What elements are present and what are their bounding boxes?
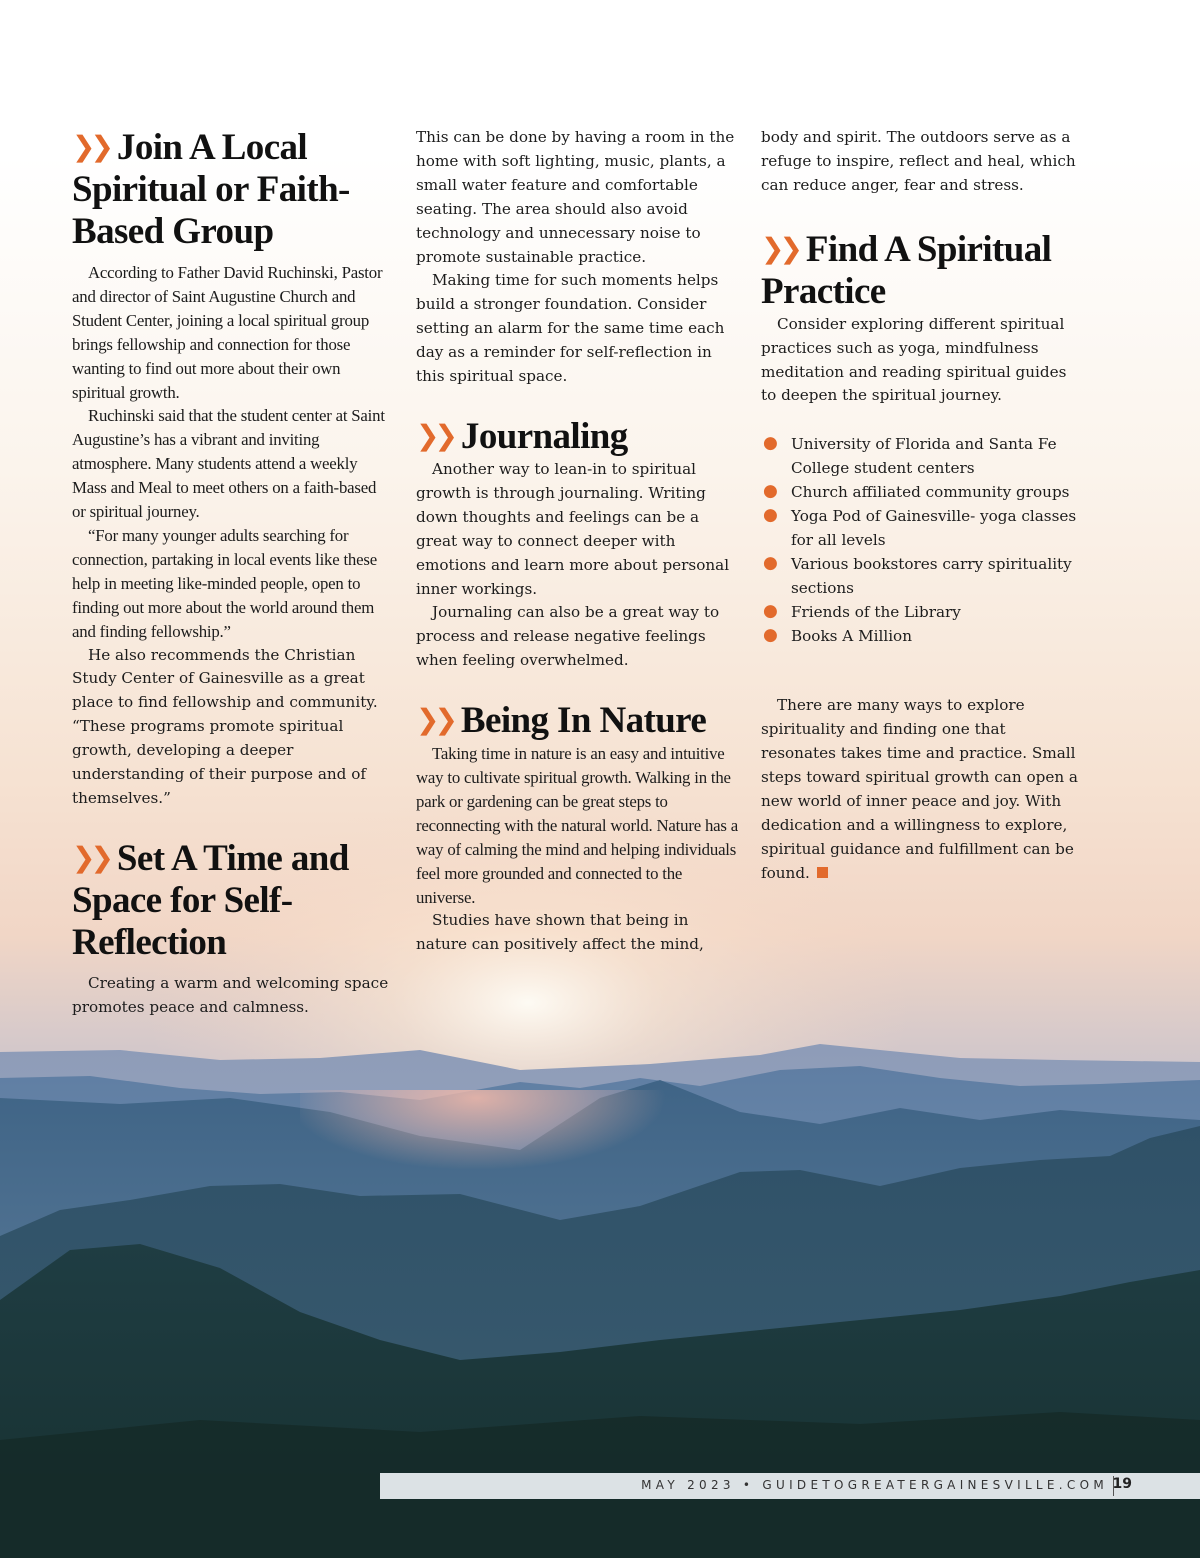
page-footer [380,1473,1200,1499]
paragraph: “For many younger adults searching for connection, partaking in local events like these help in meeting like-minded people, open to finding out more about the world around them and finding fellowship.” [72,525,377,641]
paragraph: Studies have shown that being in nature can positively affect the mind, [416,911,704,954]
heading-set-time: ❯❯ Set A Time and Space for Self-Reflection [72,837,349,963]
resource-list [761,432,1081,648]
double-chevron-icon: ❯❯ [761,231,798,265]
footer-text: MAY 2023 • GUIDETOGREATERGAINESVILLE.COM [641,1478,1108,1492]
list-item: ● University of Florida and Santa Fe College student centers [763,433,1057,478]
double-chevron-icon: ❯❯ [416,703,453,737]
list-item: ● Church affiliated community groups [763,481,1070,502]
column-1 [72,126,390,1020]
list-item: ● Various bookstores carry spirituality sections [763,553,1072,598]
double-chevron-icon: ❯❯ [72,130,109,163]
paragraph: Making time for such moments helps build a stronger foundation. Consider setting an alarm for the same time each day as a reminder for self-reflection in this spiritual space. [416,271,725,386]
column-3 [761,126,1081,886]
bullet-icon: ● [763,481,778,502]
double-chevron-icon: ❯❯ [72,840,109,874]
end-mark-icon [817,867,828,878]
heading-journaling: ❯❯ Journaling [416,415,628,457]
paragraph: This can be done by having a room in the home with soft lighting, music, plants, a small water feature and comfortable seating. The area should also avoid technology and unnecessary noise to promote sustainable practice. [416,128,735,266]
heading-being-in-nature: ❯❯ Being In Nature [416,700,707,742]
column-2 [416,126,738,957]
list-item: ● Friends of the Library [763,601,961,622]
list-item: ● Books A Million [763,625,912,646]
bullet-icon: ● [763,505,778,526]
bullet-icon: ● [763,625,778,646]
paragraph: Another way to lean-in to spiritual growth is through journaling. Writing down thoughts and feelings can be a great way to connect deeper with emotions and learn more about personal inner workings. [416,459,730,598]
heading-find-practice: ❯❯ Find A Spiritual Practice [761,228,1052,312]
paragraph: Taking time in nature is an easy and intuitive way to cultivate spiritual growth. Walking in the park or gardening can be great steps to reconnecting with the natural world. Nature has a way of calming the mind and helping individuals feel more grounded and connected to the universe. [416,744,738,907]
heading-join-group: ❯❯ Join A Local Spiritual or Faith-Based Group [72,127,350,252]
paragraph: Consider exploring different spiritual practices such as yoga, mindfulness meditation and reading spiritual guides to deepen the spiritual journey. [761,314,1067,405]
bullet-icon: ● [763,433,778,454]
list-item: ● Yoga Pod of Gainesville- yoga classes for all levels [763,505,1077,550]
closing-paragraph: There are many ways to explore spirituality and finding one that resonates takes time and practice. Small steps toward spiritual growth can open a new world of inner peace and joy. With dedication and a willingness to explore, spiritual guidance and fulfillment can be found. [761,696,1078,882]
paragraph: Creating a warm and welcoming space promotes peace and calmness. [72,973,389,1016]
bullet-icon: ● [763,553,778,574]
paragraph: According to Father David Ruchinski, Pastor and director of Saint Augustine Church and Student Center, joining a local spiritual group brings fellowship and connection for those wanting to find out more about their own spiritual growth. [72,263,383,402]
double-chevron-icon: ❯❯ [416,418,453,452]
paragraph: Journaling can also be a great way to process and release negative feelings when feeling overwhelmed. [416,603,720,670]
page-number: 19 [1112,1476,1132,1492]
bullet-icon: ● [763,601,778,622]
paragraph: He also recommends the Christian Study Center of Gainesville as a great place to find fellowship and community. “These programs promote spiritual growth, developing a deeper understanding of their purpose and of themselves.” [72,645,378,807]
paragraph: body and spirit. The outdoors serve as a refuge to inspire, reflect and heal, which can reduce anger, fear and stress. [761,128,1076,194]
paragraph: Ruchinski said that the student center at Saint Augustine’s has a vibrant and inviting atmosphere. Many students attend a weekly Mass and Meal to meet others on a faith-based or spiritual journey. [72,406,385,522]
